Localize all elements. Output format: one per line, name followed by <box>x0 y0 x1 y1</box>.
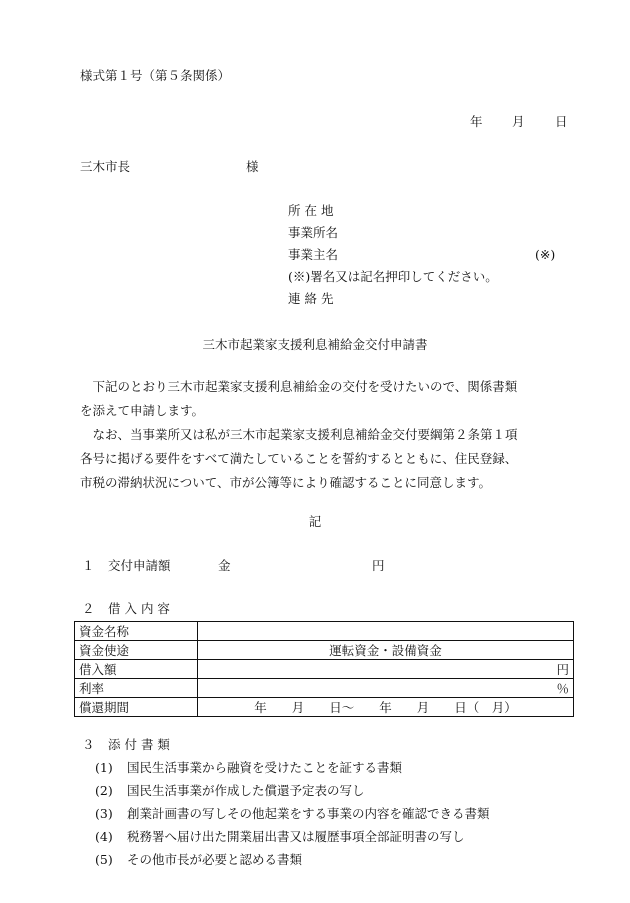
date-year: 年 <box>470 114 483 129</box>
section-3-label: 添 付 書 類 <box>108 737 170 752</box>
office-name-label: 事業所名 <box>288 225 339 240</box>
section-1-unit: 円 <box>372 558 385 573</box>
owner-name-label: 事業主名 <box>288 247 339 262</box>
row-value: 円 <box>198 660 574 679</box>
body-line: 下記のとおり三木市起業家支援利息補給金の交付を受けたいので、関係書類 <box>92 379 518 394</box>
item-text: その他市長が必要と認める書類 <box>127 852 303 867</box>
contact-label: 連 絡 先 <box>288 291 334 306</box>
document-title: 三木市起業家支援利息補給金交付申請書 <box>202 337 428 352</box>
section-2-label: 借 入 内 容 <box>108 601 170 616</box>
addressee-honorific: 様 <box>246 159 259 174</box>
row-label: 資金名称 <box>75 622 198 641</box>
table-row <box>75 679 574 698</box>
row-value: 年 月 日～ 年 月 日（ 月） <box>198 698 574 717</box>
list-item <box>95 808 490 824</box>
row-label: 償還期間 <box>75 698 198 717</box>
list-item <box>95 785 365 801</box>
addressee-name: 三木市長 <box>80 159 131 174</box>
item-text: 税務署へ届け出た開業届出書又は履歴事項全部証明書の写し <box>127 829 465 844</box>
date-day: 日 <box>555 114 568 129</box>
section-1-prefix: 金 <box>218 558 231 573</box>
section-1-label: 交付申請額 <box>108 558 171 573</box>
body-paragraph-2 <box>80 429 580 501</box>
form-number: 様式第１号（第５条関係） <box>80 68 231 83</box>
item-number: (1) <box>95 760 113 775</box>
address-label: 所 在 地 <box>288 203 334 218</box>
list-item <box>95 854 302 870</box>
item-number: (5) <box>95 852 113 867</box>
item-text: 国民生活事業が作成した償還予定表の写し <box>127 783 365 798</box>
row-value: 運転資金・設備資金 <box>198 641 574 660</box>
loan-details-table <box>74 621 574 717</box>
table-row <box>75 641 574 660</box>
section-2-number: ２ <box>82 601 95 616</box>
body-line: 各号に掲げる要件をすべて満たしていることを誓約するとともに、住民登録、 <box>80 451 518 466</box>
table-row <box>75 622 574 641</box>
item-number: (2) <box>95 783 113 798</box>
row-label: 資金使途 <box>75 641 198 660</box>
section-3-number: ３ <box>82 737 95 752</box>
body-line: 市税の滞納状況について、市が公簿等により確認することに同意します。 <box>80 475 492 490</box>
signature-note: (※)署名又は記名押印してください。 <box>288 269 498 284</box>
row-value: ％ <box>198 679 574 698</box>
date-month: 月 <box>512 114 525 129</box>
item-text: 国民生活事業から融資を受けたことを証する書類 <box>127 760 403 775</box>
table-row <box>75 698 574 717</box>
row-label: 利率 <box>75 679 198 698</box>
ki-heading: 記 <box>308 514 322 529</box>
body-line: なお、当事業所又は私が三木市起業家支援利息補給金交付要綱第２条第１項 <box>92 427 518 442</box>
body-line: を添えて申請します。 <box>80 403 205 418</box>
seal-mark: (※) <box>535 247 556 262</box>
item-text: 創業計画書の写しその他起業をする事業の内容を確認できる書類 <box>127 806 490 821</box>
list-item <box>95 762 402 778</box>
item-number: (3) <box>95 806 113 821</box>
table-row <box>75 660 574 679</box>
body-paragraph-1 <box>80 381 580 429</box>
item-number: (4) <box>95 829 113 844</box>
section-1-number: １ <box>82 558 95 573</box>
row-label: 借入額 <box>75 660 198 679</box>
list-item <box>95 831 465 847</box>
row-value <box>198 622 574 641</box>
